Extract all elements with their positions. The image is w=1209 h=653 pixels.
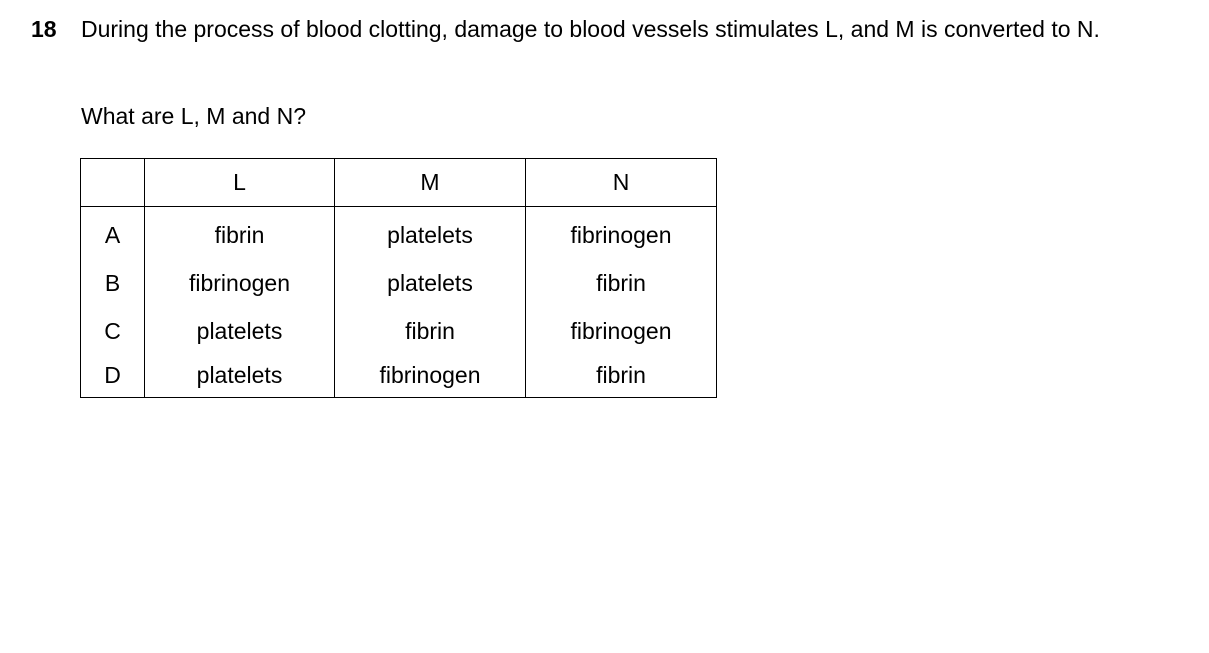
question-prompt: What are L, M and N? — [81, 103, 306, 129]
cell-n: fibrin — [526, 355, 717, 398]
option-letter: A — [81, 207, 145, 260]
option-row-a[interactable] — [81, 207, 717, 260]
cell-m: platelets — [335, 259, 526, 307]
cell-n: fibrinogen — [526, 207, 717, 260]
answer-options-table — [80, 158, 717, 398]
cell-n: fibrinogen — [526, 307, 717, 355]
header-n: N — [526, 159, 717, 207]
option-letter: C — [81, 307, 145, 355]
question-stem: During the process of blood clotting, damage to blood vessels stimulates L, and M is converted to N. — [81, 16, 1100, 42]
table-header-row — [81, 159, 717, 207]
cell-l: platelets — [145, 307, 335, 355]
question-number: 18 — [31, 16, 57, 42]
cell-l: fibrin — [145, 207, 335, 260]
option-letter: D — [81, 355, 145, 398]
cell-m: platelets — [335, 207, 526, 260]
cell-m: fibrin — [335, 307, 526, 355]
cell-n: fibrin — [526, 259, 717, 307]
cell-l: fibrinogen — [145, 259, 335, 307]
header-m: M — [335, 159, 526, 207]
cell-l: platelets — [145, 355, 335, 398]
cell-m: fibrinogen — [335, 355, 526, 398]
header-l: L — [145, 159, 335, 207]
option-row-d[interactable] — [81, 355, 717, 398]
option-letter: B — [81, 259, 145, 307]
option-row-b[interactable] — [81, 259, 717, 307]
header-blank — [81, 159, 145, 207]
option-row-c[interactable] — [81, 307, 717, 355]
